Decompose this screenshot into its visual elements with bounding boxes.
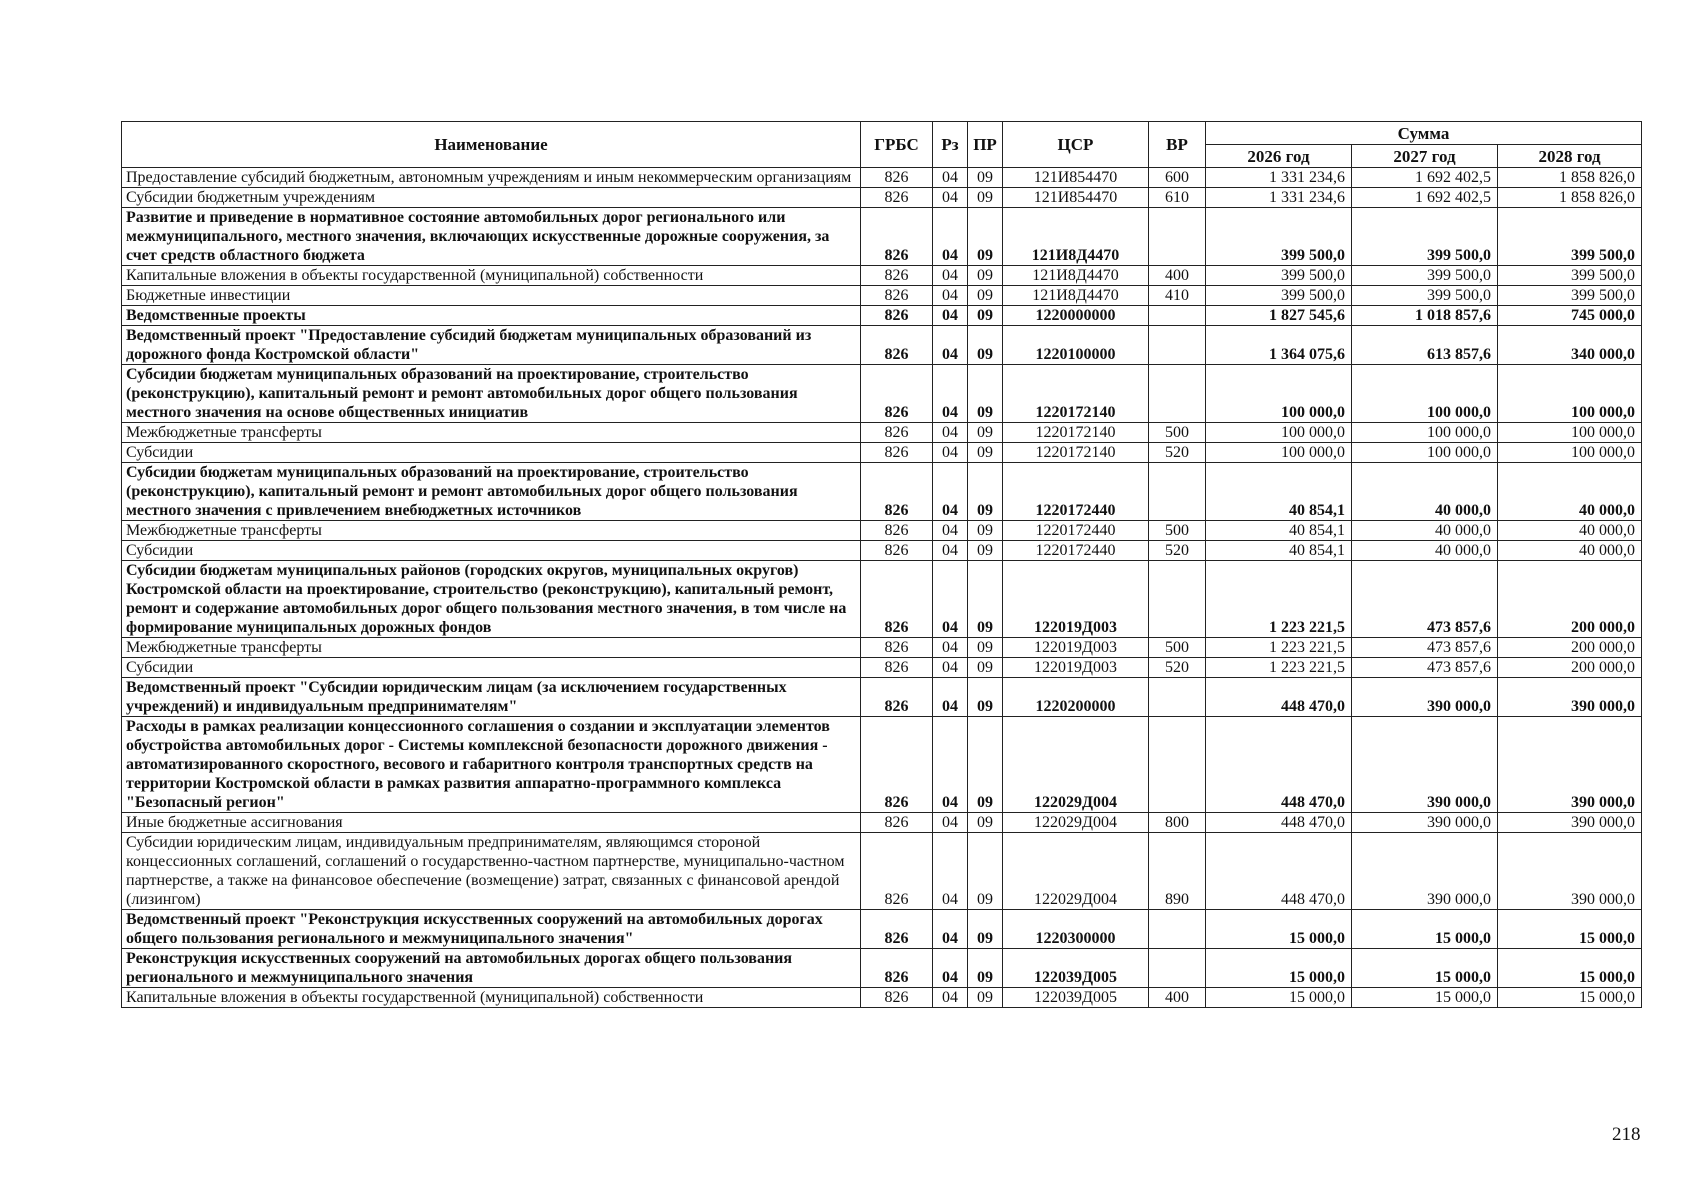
header-vr: ВР (1149, 122, 1206, 168)
cell-rz: 04 (933, 658, 968, 678)
cell-rz: 04 (933, 521, 968, 541)
cell-pr: 09 (968, 443, 1003, 463)
cell-csr: 122029Д004 (1003, 813, 1149, 833)
cell-csr: 1220100000 (1003, 326, 1149, 365)
cell-name: Межбюджетные трансферты (122, 521, 861, 541)
cell-grbs: 826 (861, 168, 933, 188)
cell-sum-2028: 399 500,0 (1498, 208, 1642, 266)
header-csr: ЦСР (1003, 122, 1149, 168)
cell-sum-2028: 15 000,0 (1498, 949, 1642, 988)
cell-pr: 09 (968, 208, 1003, 266)
table-row (122, 443, 1642, 463)
cell-grbs: 826 (861, 717, 933, 813)
cell-vr (1149, 208, 1206, 266)
cell-sum-2028: 340 000,0 (1498, 326, 1642, 365)
cell-name: Предоставление субсидий бюджетным, автономным учреждениям и иным некоммерческим организациям (122, 168, 861, 188)
cell-sum-2028: 100 000,0 (1498, 365, 1642, 423)
cell-pr: 09 (968, 678, 1003, 717)
cell-sum-2027: 100 000,0 (1352, 365, 1498, 423)
cell-csr: 121И854470 (1003, 168, 1149, 188)
cell-name: Реконструкция искусственных сооружений на автомобильных дорогах общего пользования регионального и межмуниципального значения (122, 949, 861, 988)
cell-rz: 04 (933, 168, 968, 188)
cell-rz: 04 (933, 910, 968, 949)
cell-sum-2026: 399 500,0 (1206, 266, 1352, 286)
cell-sum-2028: 390 000,0 (1498, 833, 1642, 910)
cell-grbs: 826 (861, 188, 933, 208)
cell-vr: 520 (1149, 658, 1206, 678)
budget-table (121, 121, 1642, 1008)
cell-grbs: 826 (861, 443, 933, 463)
cell-name: Субсидии (122, 541, 861, 561)
cell-rz: 04 (933, 286, 968, 306)
table-row (122, 638, 1642, 658)
cell-sum-2026: 448 470,0 (1206, 678, 1352, 717)
cell-sum-2027: 100 000,0 (1352, 443, 1498, 463)
table-row (122, 658, 1642, 678)
cell-sum-2028: 745 000,0 (1498, 306, 1642, 326)
table-row (122, 208, 1642, 266)
cell-grbs: 826 (861, 365, 933, 423)
cell-vr (1149, 326, 1206, 365)
table-row (122, 463, 1642, 521)
cell-sum-2026: 399 500,0 (1206, 286, 1352, 306)
cell-sum-2026: 448 470,0 (1206, 833, 1352, 910)
cell-sum-2027: 40 000,0 (1352, 521, 1498, 541)
cell-sum-2027: 40 000,0 (1352, 463, 1498, 521)
cell-csr: 1220172140 (1003, 443, 1149, 463)
cell-grbs: 826 (861, 910, 933, 949)
cell-sum-2027: 390 000,0 (1352, 833, 1498, 910)
cell-sum-2027: 473 857,6 (1352, 638, 1498, 658)
cell-rz: 04 (933, 306, 968, 326)
cell-csr: 121И854470 (1003, 188, 1149, 208)
cell-vr: 500 (1149, 423, 1206, 443)
table-body (122, 168, 1642, 1008)
cell-vr: 520 (1149, 541, 1206, 561)
cell-pr: 09 (968, 266, 1003, 286)
cell-sum-2026: 1 827 545,6 (1206, 306, 1352, 326)
cell-sum-2026: 100 000,0 (1206, 365, 1352, 423)
cell-sum-2026: 15 000,0 (1206, 949, 1352, 988)
cell-vr (1149, 717, 1206, 813)
cell-name: Капитальные вложения в объекты государственной (муниципальной) собственности (122, 988, 861, 1008)
table-row (122, 949, 1642, 988)
cell-csr: 1220200000 (1003, 678, 1149, 717)
cell-csr: 1220300000 (1003, 910, 1149, 949)
table-row (122, 813, 1642, 833)
cell-csr: 122019Д003 (1003, 561, 1149, 638)
cell-sum-2027: 390 000,0 (1352, 678, 1498, 717)
cell-sum-2028: 399 500,0 (1498, 286, 1642, 306)
cell-pr: 09 (968, 833, 1003, 910)
header-year-2028: 2028 год (1498, 145, 1642, 168)
header-name: Наименование (122, 122, 861, 168)
cell-rz: 04 (933, 423, 968, 443)
cell-sum-2028: 40 000,0 (1498, 463, 1642, 521)
cell-name: Ведомственный проект "Субсидии юридическим лицам (за исключением государственных учреждений) и индивидуальным предпринимателям" (122, 678, 861, 717)
cell-sum-2026: 1 223 221,5 (1206, 638, 1352, 658)
cell-sum-2027: 1 692 402,5 (1352, 188, 1498, 208)
cell-rz: 04 (933, 638, 968, 658)
cell-name: Расходы в рамках реализации концессионного соглашения о создании и эксплуатации элементов обустройства автомобильных дорог - Системы комплексной безопасности дорожного движения - автоматизированного скоростного, весового и габаритного контроля транспортных средств на территории Костромской области в рамках развития аппаратно-программного комплекса "Безопасный регион" (122, 717, 861, 813)
table-row (122, 266, 1642, 286)
cell-pr: 09 (968, 463, 1003, 521)
cell-name: Субсидии (122, 658, 861, 678)
cell-csr: 1220172440 (1003, 521, 1149, 541)
cell-pr: 09 (968, 561, 1003, 638)
cell-sum-2026: 448 470,0 (1206, 813, 1352, 833)
cell-name: Межбюджетные трансферты (122, 423, 861, 443)
cell-rz: 04 (933, 365, 968, 423)
cell-vr (1149, 949, 1206, 988)
table-header (122, 122, 1642, 168)
header-grbs: ГРБС (861, 122, 933, 168)
cell-sum-2026: 1 223 221,5 (1206, 658, 1352, 678)
cell-csr: 122019Д003 (1003, 658, 1149, 678)
cell-name: Ведомственный проект "Предоставление субсидий бюджетам муниципальных образований из дорожного фонда Костромской области" (122, 326, 861, 365)
cell-name: Межбюджетные трансферты (122, 638, 861, 658)
table-row (122, 561, 1642, 638)
cell-sum-2026: 100 000,0 (1206, 423, 1352, 443)
cell-sum-2026: 40 854,1 (1206, 521, 1352, 541)
cell-rz: 04 (933, 266, 968, 286)
table-row (122, 988, 1642, 1008)
cell-csr: 122039Д005 (1003, 988, 1149, 1008)
table-row (122, 717, 1642, 813)
cell-sum-2028: 1 858 826,0 (1498, 188, 1642, 208)
cell-sum-2028: 15 000,0 (1498, 988, 1642, 1008)
cell-name: Капитальные вложения в объекты государственной (муниципальной) собственности (122, 266, 861, 286)
cell-vr (1149, 365, 1206, 423)
cell-sum-2028: 1 858 826,0 (1498, 168, 1642, 188)
cell-grbs: 826 (861, 949, 933, 988)
cell-vr: 800 (1149, 813, 1206, 833)
cell-vr (1149, 910, 1206, 949)
header-pr: ПР (968, 122, 1003, 168)
cell-sum-2026: 1 331 234,6 (1206, 168, 1352, 188)
cell-sum-2027: 1 018 857,6 (1352, 306, 1498, 326)
cell-pr: 09 (968, 326, 1003, 365)
cell-grbs: 826 (861, 423, 933, 443)
cell-csr: 1220172140 (1003, 423, 1149, 443)
header-year-2026: 2026 год (1206, 145, 1352, 168)
cell-vr (1149, 463, 1206, 521)
budget-table-container (121, 121, 1641, 1008)
cell-sum-2027: 15 000,0 (1352, 949, 1498, 988)
cell-vr: 500 (1149, 521, 1206, 541)
cell-vr: 400 (1149, 266, 1206, 286)
cell-sum-2028: 390 000,0 (1498, 717, 1642, 813)
cell-sum-2026: 100 000,0 (1206, 443, 1352, 463)
cell-csr: 1220172440 (1003, 541, 1149, 561)
cell-sum-2028: 390 000,0 (1498, 813, 1642, 833)
cell-name: Субсидии (122, 443, 861, 463)
cell-grbs: 826 (861, 463, 933, 521)
cell-csr: 1220000000 (1003, 306, 1149, 326)
cell-sum-2027: 15 000,0 (1352, 988, 1498, 1008)
cell-vr: 500 (1149, 638, 1206, 658)
cell-pr: 09 (968, 658, 1003, 678)
cell-grbs: 826 (861, 813, 933, 833)
cell-sum-2026: 15 000,0 (1206, 910, 1352, 949)
cell-sum-2028: 40 000,0 (1498, 541, 1642, 561)
table-row (122, 833, 1642, 910)
cell-name: Ведомственные проекты (122, 306, 861, 326)
cell-sum-2026: 1 223 221,5 (1206, 561, 1352, 638)
table-row (122, 306, 1642, 326)
cell-rz: 04 (933, 561, 968, 638)
cell-sum-2028: 200 000,0 (1498, 658, 1642, 678)
cell-name: Субсидии бюджетам муниципальных образований на проектирование, строительство (реконструкцию), капитальный ремонт и ремонт автомобильных дорог общего пользования местного значения с привлечением внебюджетных источников (122, 463, 861, 521)
cell-vr (1149, 678, 1206, 717)
cell-name: Иные бюджетные ассигнования (122, 813, 861, 833)
table-row (122, 168, 1642, 188)
cell-pr: 09 (968, 813, 1003, 833)
table-row (122, 910, 1642, 949)
cell-csr: 122029Д004 (1003, 717, 1149, 813)
cell-sum-2026: 399 500,0 (1206, 208, 1352, 266)
cell-sum-2028: 15 000,0 (1498, 910, 1642, 949)
cell-name: Ведомственный проект "Реконструкция искусственных сооружений на автомобильных дорогах общего пользования регионального и межмуниципального значения" (122, 910, 861, 949)
cell-vr: 610 (1149, 188, 1206, 208)
cell-sum-2026: 40 854,1 (1206, 541, 1352, 561)
cell-name: Развитие и приведение в нормативное состояние автомобильных дорог регионального или межмуниципального, местного значения, включающих искусственные дорожные сооружения, за счет средств областного бюджета (122, 208, 861, 266)
cell-sum-2027: 473 857,6 (1352, 658, 1498, 678)
cell-name: Субсидии бюджетным учреждениям (122, 188, 861, 208)
table-row (122, 188, 1642, 208)
cell-pr: 09 (968, 638, 1003, 658)
cell-vr (1149, 561, 1206, 638)
cell-sum-2027: 100 000,0 (1352, 423, 1498, 443)
cell-csr: 1220172440 (1003, 463, 1149, 521)
cell-pr: 09 (968, 286, 1003, 306)
cell-rz: 04 (933, 188, 968, 208)
table-row (122, 326, 1642, 365)
cell-csr: 121И8Д4470 (1003, 286, 1149, 306)
cell-pr: 09 (968, 949, 1003, 988)
cell-name: Бюджетные инвестиции (122, 286, 861, 306)
cell-vr: 520 (1149, 443, 1206, 463)
cell-grbs: 826 (861, 658, 933, 678)
cell-name: Субсидии юридическим лицам, индивидуальным предпринимателям, являющимся стороной концессионных соглашений, соглашений о государственно-частном партнерстве, муниципально-частном партнерстве, а также на финансовое обеспечение (возмещение) затрат, связанных с финансовой арендой (лизингом) (122, 833, 861, 910)
cell-sum-2028: 200 000,0 (1498, 561, 1642, 638)
cell-sum-2027: 390 000,0 (1352, 813, 1498, 833)
cell-sum-2027: 399 500,0 (1352, 266, 1498, 286)
cell-vr: 600 (1149, 168, 1206, 188)
cell-sum-2028: 100 000,0 (1498, 443, 1642, 463)
cell-pr: 09 (968, 541, 1003, 561)
cell-rz: 04 (933, 208, 968, 266)
cell-sum-2027: 399 500,0 (1352, 286, 1498, 306)
cell-grbs: 826 (861, 326, 933, 365)
cell-sum-2026: 40 854,1 (1206, 463, 1352, 521)
table-row (122, 286, 1642, 306)
cell-csr: 122029Д004 (1003, 833, 1149, 910)
cell-rz: 04 (933, 326, 968, 365)
cell-vr: 410 (1149, 286, 1206, 306)
cell-sum-2026: 448 470,0 (1206, 717, 1352, 813)
cell-grbs: 826 (861, 306, 933, 326)
cell-sum-2027: 40 000,0 (1352, 541, 1498, 561)
cell-grbs: 826 (861, 521, 933, 541)
cell-pr: 09 (968, 910, 1003, 949)
table-row (122, 541, 1642, 561)
cell-pr: 09 (968, 717, 1003, 813)
cell-grbs: 826 (861, 638, 933, 658)
cell-sum-2026: 15 000,0 (1206, 988, 1352, 1008)
table-row (122, 521, 1642, 541)
cell-vr: 890 (1149, 833, 1206, 910)
cell-pr: 09 (968, 168, 1003, 188)
cell-rz: 04 (933, 678, 968, 717)
cell-sum-2026: 1 331 234,6 (1206, 188, 1352, 208)
header-rz: Рз (933, 122, 968, 168)
cell-sum-2027: 390 000,0 (1352, 717, 1498, 813)
cell-sum-2027: 399 500,0 (1352, 208, 1498, 266)
cell-rz: 04 (933, 443, 968, 463)
cell-rz: 04 (933, 463, 968, 521)
cell-vr (1149, 306, 1206, 326)
cell-name: Субсидии бюджетам муниципальных районов (городских округов, муниципальных округов) Костромской области на проектирование, строительство (реконструкцию), капитальный ремонт, ремонт и содержание автомобильных дорог общего пользования местного значения, в том числе на формирование муниципальных дорожных фондов (122, 561, 861, 638)
cell-grbs: 826 (861, 988, 933, 1008)
page-number: 218 (1612, 1124, 1641, 1145)
cell-pr: 09 (968, 521, 1003, 541)
cell-pr: 09 (968, 988, 1003, 1008)
cell-grbs: 826 (861, 678, 933, 717)
cell-rz: 04 (933, 833, 968, 910)
cell-grbs: 826 (861, 286, 933, 306)
cell-rz: 04 (933, 988, 968, 1008)
table-row (122, 678, 1642, 717)
cell-csr: 121И8Д4470 (1003, 208, 1149, 266)
cell-sum-2028: 40 000,0 (1498, 521, 1642, 541)
cell-sum-2027: 1 692 402,5 (1352, 168, 1498, 188)
cell-csr: 122019Д003 (1003, 638, 1149, 658)
cell-csr: 1220172140 (1003, 365, 1149, 423)
cell-sum-2028: 100 000,0 (1498, 423, 1642, 443)
cell-grbs: 826 (861, 208, 933, 266)
cell-pr: 09 (968, 306, 1003, 326)
cell-sum-2027: 15 000,0 (1352, 910, 1498, 949)
cell-rz: 04 (933, 813, 968, 833)
cell-sum-2028: 399 500,0 (1498, 266, 1642, 286)
cell-pr: 09 (968, 423, 1003, 443)
header-year-2027: 2027 год (1352, 145, 1498, 168)
cell-sum-2026: 1 364 075,6 (1206, 326, 1352, 365)
cell-grbs: 826 (861, 541, 933, 561)
cell-grbs: 826 (861, 266, 933, 286)
cell-sum-2028: 200 000,0 (1498, 638, 1642, 658)
cell-sum-2027: 613 857,6 (1352, 326, 1498, 365)
cell-sum-2028: 390 000,0 (1498, 678, 1642, 717)
cell-sum-2027: 473 857,6 (1352, 561, 1498, 638)
cell-pr: 09 (968, 188, 1003, 208)
table-row (122, 365, 1642, 423)
cell-rz: 04 (933, 949, 968, 988)
cell-grbs: 826 (861, 833, 933, 910)
cell-vr: 400 (1149, 988, 1206, 1008)
cell-csr: 122039Д005 (1003, 949, 1149, 988)
cell-csr: 121И8Д4470 (1003, 266, 1149, 286)
cell-grbs: 826 (861, 561, 933, 638)
header-sum: Сумма (1206, 122, 1642, 145)
table-row (122, 423, 1642, 443)
cell-rz: 04 (933, 541, 968, 561)
cell-name: Субсидии бюджетам муниципальных образований на проектирование, строительство (реконструкцию), капитальный ремонт и ремонт автомобильных дорог общего пользования местного значения на основе общественных инициатив (122, 365, 861, 423)
cell-pr: 09 (968, 365, 1003, 423)
cell-rz: 04 (933, 717, 968, 813)
